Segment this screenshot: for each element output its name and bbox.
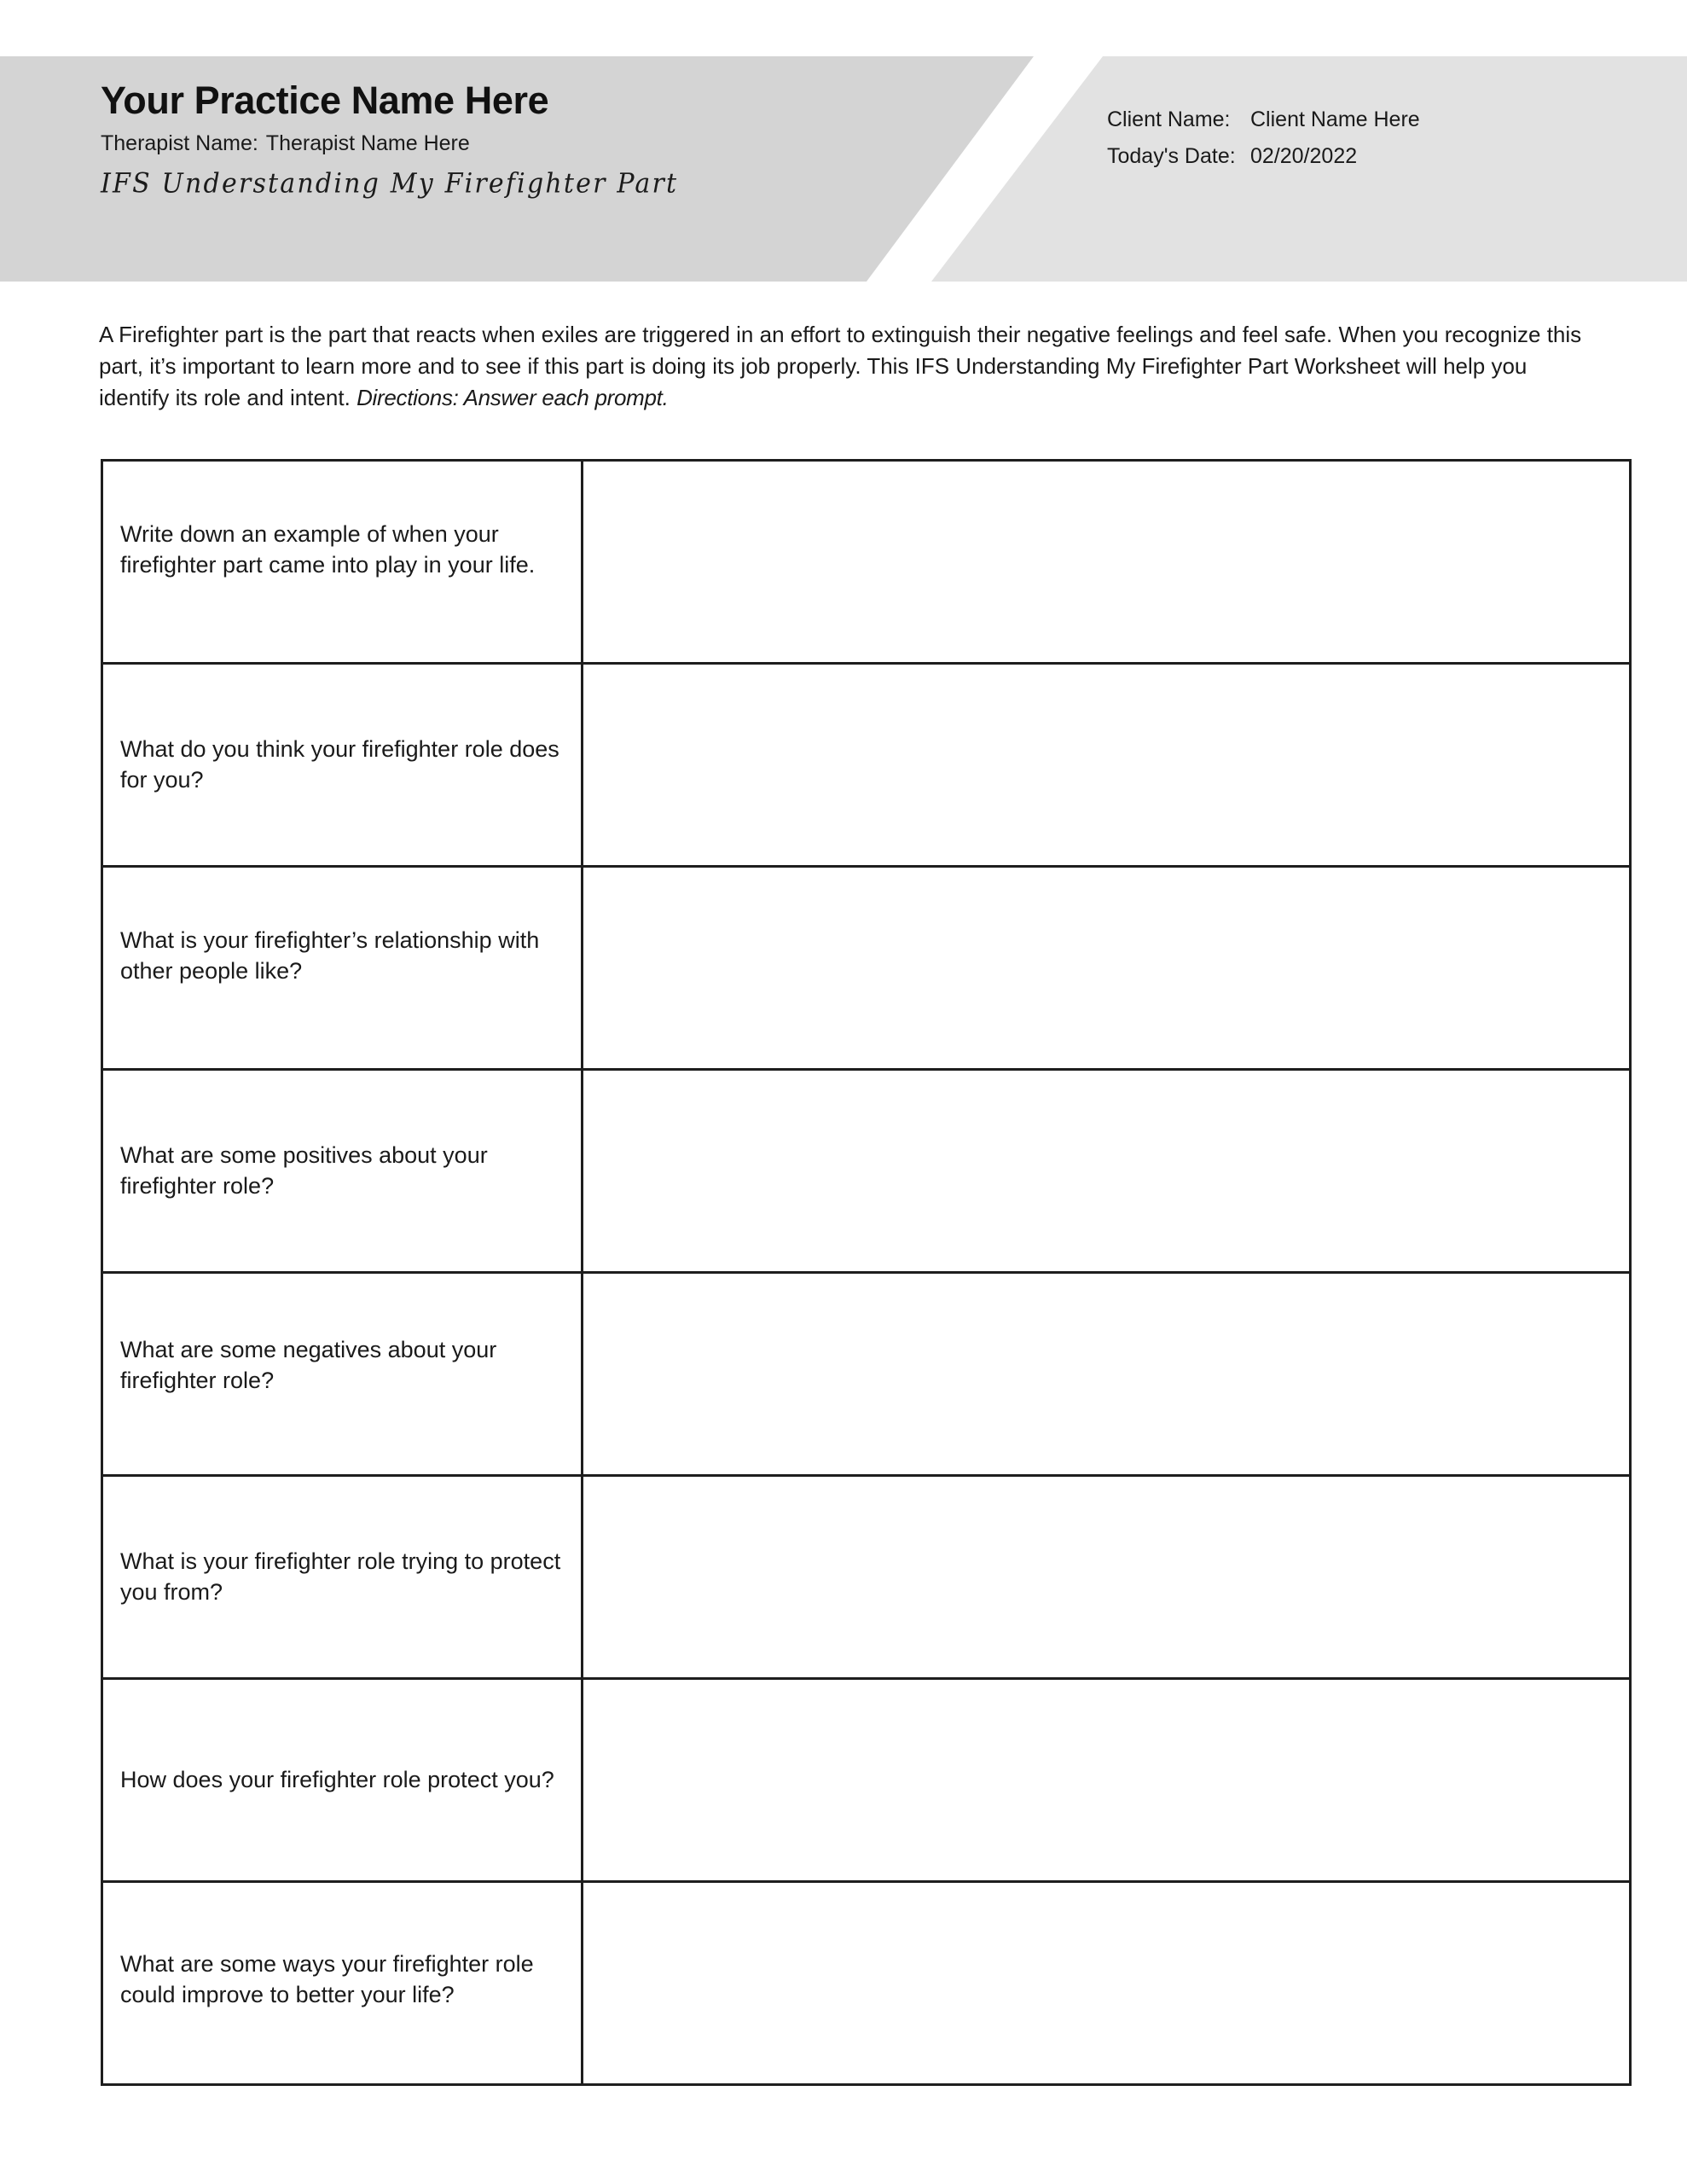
worksheet-title: IFS Understanding My Firefighter Part [101, 167, 679, 200]
table-row [102, 867, 1631, 1070]
prompt-cell [102, 664, 583, 867]
prompt-text: What are some negatives about your firefighter role? [120, 1336, 497, 1393]
prompt-cell [102, 1679, 583, 1882]
table-row [102, 1273, 1631, 1476]
prompt-cell [102, 1273, 583, 1476]
therapist-name-label: Therapist Name: [101, 131, 258, 155]
table-row [102, 664, 1631, 867]
prompt-text: What is your firefighter’s relationship with other people like? [120, 926, 540, 984]
prompt-cell [102, 1476, 583, 1679]
prompt-text: What are some ways your firefighter role could improve to better your life? [120, 1950, 534, 2007]
table-row [102, 461, 1631, 664]
todays-date-row [1107, 146, 1420, 167]
answer-cell[interactable] [583, 1476, 1631, 1679]
table-row [102, 1882, 1631, 2085]
intro-body-text: A Firefighter part is the part that reacts when exiles are triggered in an effort to extinguish their negative feelings and feel safe. When you recognize this part, it’s important to learn more and to see if this part is doing its job properly. This IFS Understanding My Firefighter Part Worksheet will help you identify its role and intent. [99, 322, 1582, 410]
therapist-name-value: Therapist Name Here [265, 131, 470, 155]
header-right-block [1107, 109, 1420, 183]
client-name-value: Client Name Here [1250, 107, 1420, 131]
todays-date-value: 02/20/2022 [1250, 144, 1358, 168]
header-banner [0, 56, 1687, 282]
table-row [102, 1070, 1631, 1273]
worksheet-table-body [102, 461, 1631, 2085]
prompt-cell [102, 461, 583, 664]
client-name-row [1107, 109, 1420, 131]
prompt-text: What are some positives about your firefighter role? [120, 1141, 488, 1199]
answer-cell[interactable] [583, 664, 1631, 867]
header-left-block [101, 56, 954, 200]
answer-cell[interactable] [583, 1882, 1631, 2085]
answer-cell[interactable] [583, 1273, 1631, 1476]
answer-cell[interactable] [583, 1679, 1631, 1882]
prompt-text: What do you think your firefighter role does for you? [120, 735, 559, 793]
todays-date-label: Today's Date: [1107, 144, 1236, 168]
prompt-text: Write down an example of when your firefighter part came into play in your life. [120, 520, 536, 578]
worksheet-table [101, 459, 1632, 2086]
prompt-cell [102, 867, 583, 1070]
prompt-text: How does your firefighter role protect you? [120, 1766, 554, 1792]
practice-name: Your Practice Name Here [101, 78, 549, 122]
therapist-name-row [101, 132, 954, 156]
answer-cell[interactable] [583, 867, 1631, 1070]
intro-paragraph [99, 319, 1595, 414]
prompt-text: What is your firefighter role trying to protect you from? [120, 1548, 561, 1605]
answer-cell[interactable] [583, 1070, 1631, 1273]
table-row [102, 1679, 1631, 1882]
intro-directions-text: Directions: Answer each prompt. [357, 384, 669, 410]
prompt-cell [102, 1882, 583, 2085]
answer-cell[interactable] [583, 461, 1631, 664]
client-name-label: Client Name: [1107, 107, 1231, 131]
table-row [102, 1476, 1631, 1679]
prompt-cell [102, 1070, 583, 1273]
